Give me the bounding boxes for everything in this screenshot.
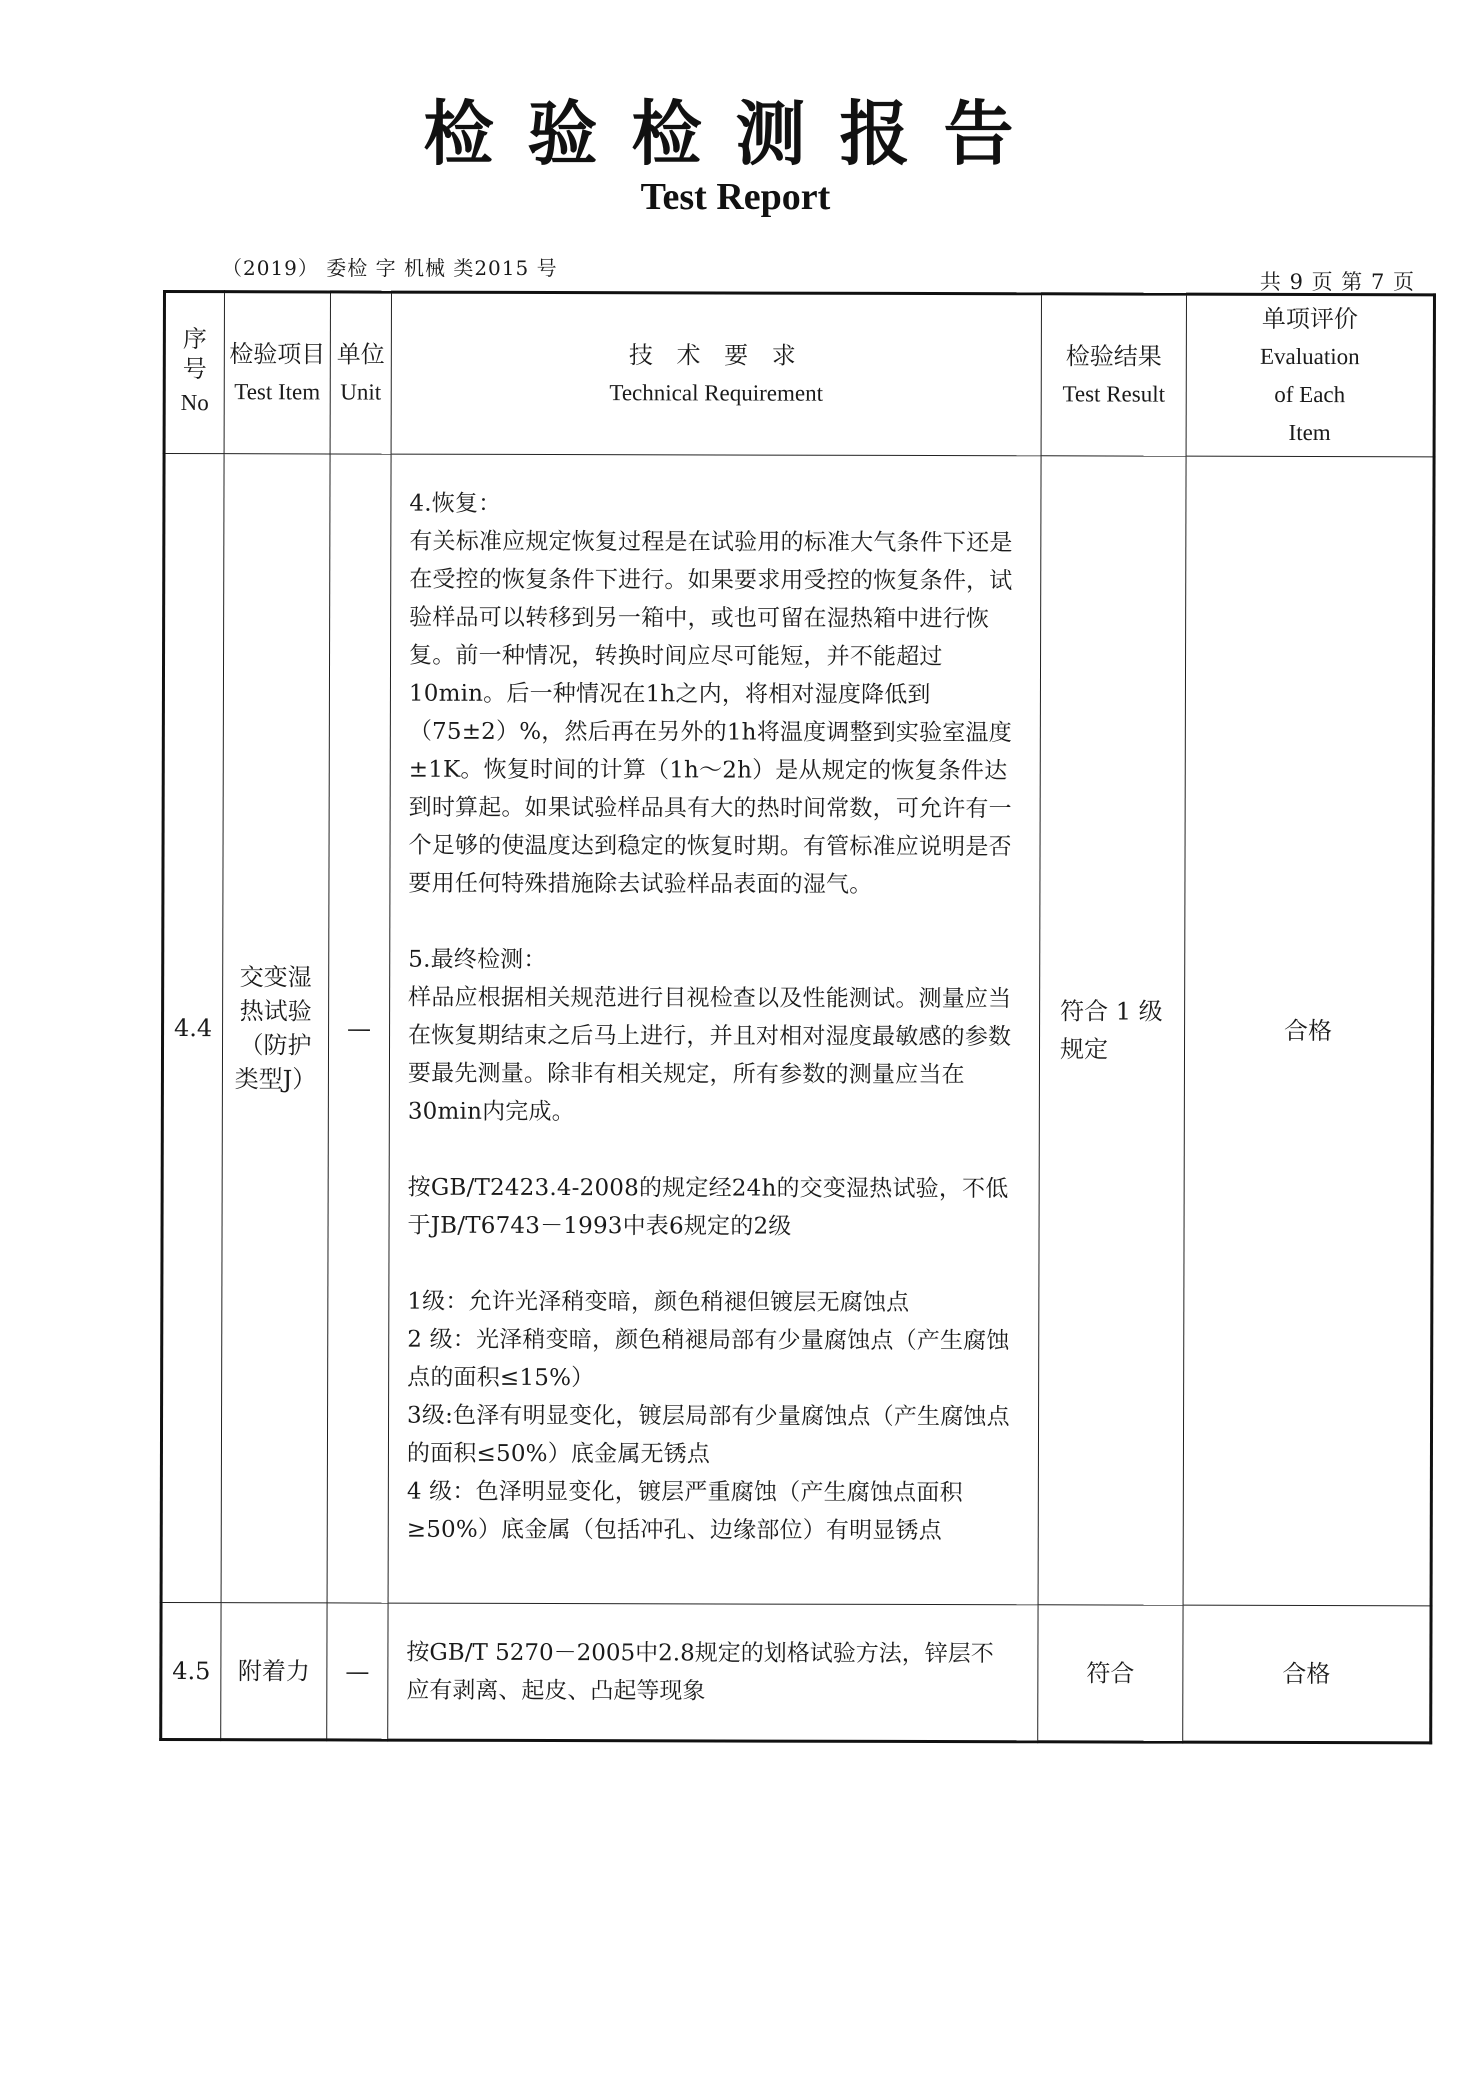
col-header-item-cn: 检验项目	[229, 340, 326, 369]
col-header-evaluation	[1186, 294, 1434, 457]
table-row	[161, 1602, 1431, 1742]
row-test-item: 交变湿热试验（防护类型J）	[221, 454, 330, 1603]
col-header-requirement-cn: 技 术 要 求	[628, 341, 804, 370]
row-evaluation: 合格	[1183, 1605, 1431, 1743]
standard-text: 按GB/T2423.4-2008的规定经24h的交变湿热试验，不低于JB/T6743－1993中表6规定的2级	[407, 1174, 1009, 1240]
col-header-result	[1041, 294, 1186, 456]
grade-4: 4 级：色泽明显变化，镀层严重腐蚀（产生腐蚀点面积≥50%）底金属（包括冲孔、边缘部位）有明显锈点	[406, 1478, 963, 1545]
report-number: （2019） 委检 字 机械 类2015 号	[222, 256, 558, 280]
final-test-title: 5.最终检测：	[408, 946, 547, 974]
col-header-requirement-en: Technical Requirement	[609, 380, 824, 406]
row-unit: —	[327, 1603, 388, 1740]
row-no: 4.5	[161, 1602, 221, 1739]
report-title-en: Test Report	[640, 176, 831, 218]
col-header-unit-cn: 单位	[336, 340, 385, 369]
grade-3: 3级:色泽有明显变化，镀层局部有少量腐蚀点（产生腐蚀点的面积≤50%）底金属无锈点	[406, 1402, 1010, 1468]
grade-2: 2 级：光泽稍变暗，颜色稍褪局部有少量腐蚀点（产生腐蚀点的面积≤15%）	[407, 1326, 1010, 1392]
col-header-no-en: No	[180, 390, 209, 416]
row-requirement: 按GB/T 5270－2005中2.8规定的划格试验方法，锌层不应有剥离、起皮、凸起等现象	[388, 1603, 1038, 1742]
col-header-requirement	[391, 292, 1041, 456]
row-test-item: 附着力	[221, 1603, 327, 1740]
col-header-evaluation-en: Evaluation of Each Item	[1259, 343, 1360, 446]
col-header-result-cn: 检验结果	[1065, 342, 1162, 371]
col-header-item	[224, 292, 330, 454]
row-unit: —	[327, 454, 391, 1603]
report-title-cn: 检验检测报告	[423, 92, 1048, 175]
recovery-text: 有关标准应规定恢复过程是在试验用的标准大气条件下还是在受控的恢复条件下进行。如果要求用受控的恢复条件，试验样品可以转移到另一箱中，或也可留在湿热箱中进行恢复。前一种情况，转换时间应尽可能短，并不能超过10min。后一种情况在1h之内，将相对湿度降低到（75±2）%，然后再在另外的1h将温度调整到实验室温度±1K。恢复时间的计算（1h～2h）是从规定的恢复条件达到时算起。如果试验样品具有大的热时间常数，可允许有一个足够的使温度达到稳定的恢复时期。有管标准应说明是否要用任何特殊措施除去试验样品表面的湿气。	[408, 528, 1013, 898]
row-evaluation: 合格	[1183, 456, 1434, 1606]
col-header-unit-en: Unit	[340, 379, 382, 405]
table-row	[161, 454, 1434, 1606]
col-header-result-en: Test Result	[1062, 381, 1166, 407]
col-header-item-en: Test Item	[234, 379, 321, 405]
grade-1: 1级：允许光泽稍变暗，颜色稍褪但镀层无腐蚀点	[407, 1288, 910, 1316]
report-table	[159, 290, 1436, 1744]
col-header-no	[164, 292, 224, 454]
table-header-row	[164, 292, 1434, 457]
col-header-no-cn: 序号	[182, 325, 207, 384]
row-result: 符合	[1038, 1605, 1183, 1742]
recovery-title: 4.恢复：	[409, 490, 502, 517]
row-result: 符合 1 级规定	[1038, 456, 1186, 1605]
row-requirement	[388, 454, 1041, 1605]
page-indicator: 共 9 页 第 7 页	[1259, 270, 1415, 294]
col-header-unit	[330, 292, 391, 454]
final-test-text: 样品应根据相关规范进行目视检查以及性能测试。测量应当在恢复期结束之后马上进行，并且对相对湿度最敏感的参数要最先测量。除非有相关规定，所有参数的测量应当在30min内完成。	[407, 984, 1012, 1126]
row-no: 4.4	[161, 454, 224, 1603]
col-header-evaluation-cn: 单项评价	[1261, 304, 1358, 334]
